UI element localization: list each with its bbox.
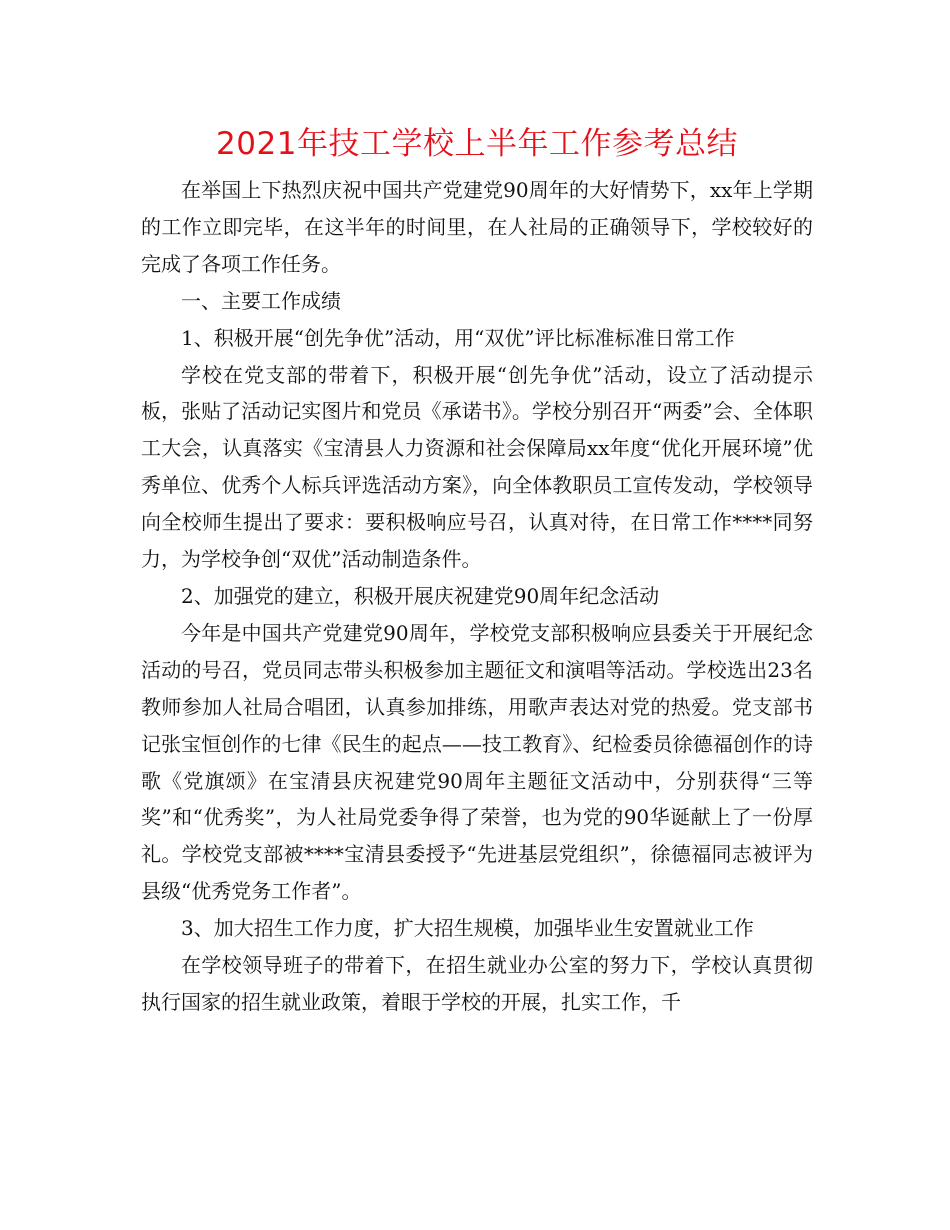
subheading-2: 2、加强党的建立，积极开展庆祝建党90周年纪念活动 — [181, 583, 660, 608]
subheading-1: 1、积极开展“创先争优”活动，用“双优”评比标准标准日常工作 — [181, 325, 735, 350]
subheading-3: 3、加大招生工作力度，扩大招生规模，加强毕业生安置就业工作 — [181, 916, 754, 941]
paragraph-2: 今年是中国共产党建党90周年，学校党支部积极响应县委关于开展纪念活动的号召，党员同志带头积极参加主题征文和演唱等活动。学校选出23名教师参加人社局合唱团，认真参加排练，用歌声表达对党的热爱。党支部书记张宝恒创作的七律《民生的起点——技工教育》、纪检委员徐德福创作的诗歌《党旗颂》在宝清县庆祝建党90周年主题征文活动中，分别获得“三等奖”和“优秀奖”，为人社局党委争得了荣誉，也为党的90华诞献上了一份厚礼。学校党支部被****宝清县委授予“先进基层党组织”，徐德福同志被评为县级“优秀党务工作者”。 — [141, 620, 813, 904]
paragraph-3: 在学校领导班子的带着下，在招生就业办公室的努力下，学校认真贯彻执行国家的招生就业政策，着眼于学校的开展，扎实工作，千 — [141, 953, 813, 1014]
paragraph-intro: 在举国上下热烈庆祝中国共产党建党90周年的大好情势下，xx年上学期的工作立即完毕，在这半年的时间里，在人社局的正确领导下，学校较好的完成了各项工作任务。 — [141, 178, 813, 276]
paragraph-1: 学校在党支部的带着下，积极开展“创先争优”活动，设立了活动提示板，张贴了活动记实图片和党员《承诺书》。学校分别召开“两委”会、全体职工大会，认真落实《宝清县人力资源和社会保障局xx年度“优化开展环境”优秀单位、优秀个人标兵评选活动方案》，向全体教职员工宣传发动，学校领导向全校师生提出了要求：要积极响应号召，认真对待，在日常工作****同努力，为学校争创“双优”活动制造条件。 — [141, 362, 813, 572]
section-heading-main-achievements: 一、主要工作成绩 — [181, 288, 341, 313]
document-page — [141, 118, 813, 1021]
document-title: 2021年技工学校上半年工作参考总结 — [216, 126, 738, 162]
